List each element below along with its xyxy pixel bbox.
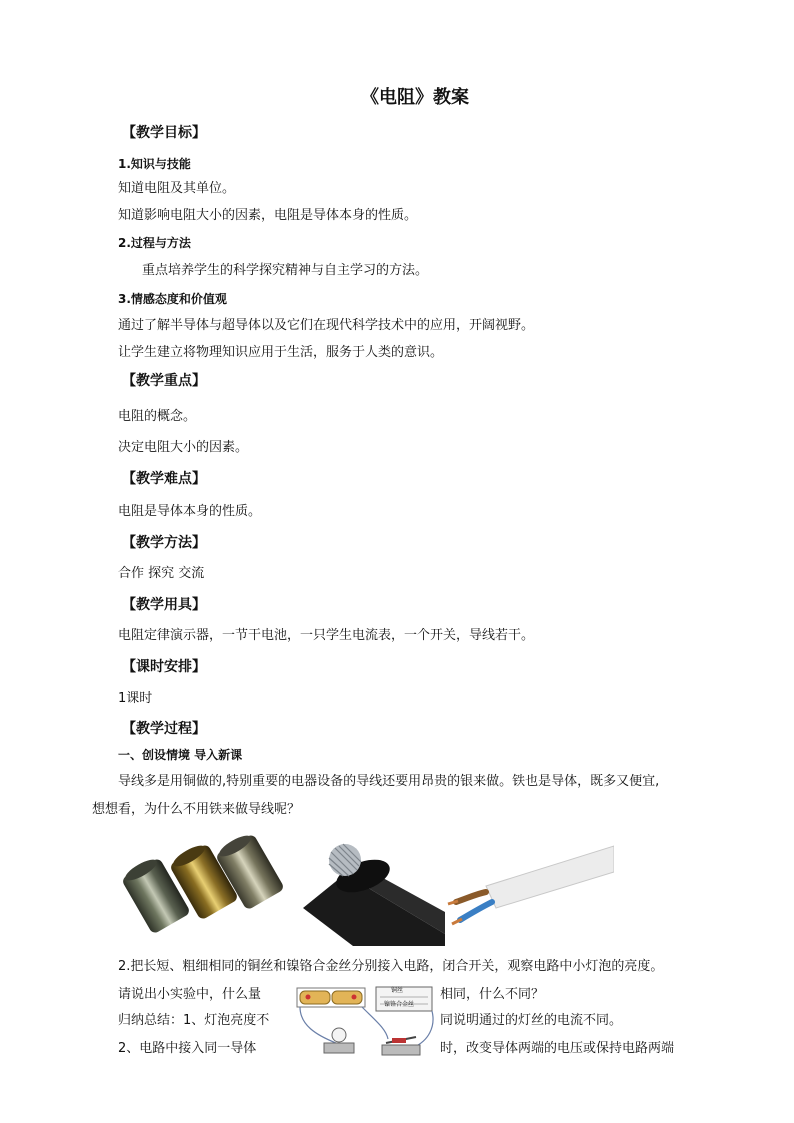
circuit-illustration <box>296 985 438 1063</box>
page-title: 《电阻》教案 <box>361 87 469 108</box>
goal-2-title: 2.过程与方法 <box>118 236 191 250</box>
section-heading-process: 【教学过程】 <box>122 721 206 737</box>
two-core-wire-photo <box>446 838 614 946</box>
question-line-left: 请说出小实验中，什么量 <box>118 987 262 1002</box>
summary-line-left: 归纳总结：1、灯泡亮度不 <box>118 1013 270 1028</box>
question-line-right: 相同，什么不同？ <box>440 987 545 1002</box>
line-2-right: 时，改变导体两端的电压或保持电路两端 <box>440 1041 675 1056</box>
section-heading-goals: 【教学目标】 <box>122 125 206 141</box>
goal-1-line-2: 知道影响电阻大小的因素，电阻是导体本身的性质。 <box>118 208 418 223</box>
summary-line-right: 同说明通过的灯丝的电流不同。 <box>440 1013 623 1028</box>
two-core-wire-illustration <box>446 838 614 946</box>
methods-line-1: 合作 探究 交流 <box>118 566 205 581</box>
section-heading-key-points: 【教学重点】 <box>122 373 206 389</box>
tools-line-1: 电阻定律演示器，一节干电池，一只学生电流表，一个开关，导线若干。 <box>118 628 535 643</box>
process-paragraph-1-line-2: 想想看，为什么不用铁来做导线呢？ <box>92 802 301 817</box>
goal-1-title: 1.知识与技能 <box>118 157 191 171</box>
section-heading-difficulties: 【教学难点】 <box>122 471 206 487</box>
metal-cylinders-photo <box>122 838 282 946</box>
circuit-board-label-top: 铜丝 <box>391 987 404 994</box>
nickel-cylinder-end <box>122 856 159 884</box>
section-heading-tools: 【教学用具】 <box>122 597 206 613</box>
cable-illustration <box>283 838 445 946</box>
goal-1-line-1: 知道电阻及其单位。 <box>118 181 236 196</box>
circuit-diagram <box>296 985 438 1063</box>
section-heading-methods: 【教学方法】 <box>122 535 206 551</box>
cable-photo <box>283 838 445 946</box>
process-paragraph-1-line-1: 导线多是用铜做的,特别重要的电器设备的导线还要用昂贵的银来做。铁也是导体，既多又便宜, <box>118 774 660 789</box>
difficulty-line-1: 电阻是导体本身的性质。 <box>118 504 262 519</box>
process-paragraph-2-line-1: 2.把长短、粗细相同的铜丝和镍铬合金丝分别接入电路，闭合开关，观察电路中小灯泡的亮度。 <box>118 959 664 974</box>
schedule-line-1: 1课时 <box>118 691 153 706</box>
section-heading-schedule: 【课时安排】 <box>122 659 206 675</box>
key-point-line-2: 决定电阻大小的因素。 <box>118 440 249 455</box>
goal-3-line-2: 让学生建立将物理知识应用于生活，服务于人类的意识。 <box>118 345 444 360</box>
process-step-1-title: 一、创设情境 导入新课 <box>118 748 243 762</box>
line-2-left: 2、电路中接入同一导体 <box>118 1041 257 1056</box>
brass-cylinder-end <box>170 842 207 870</box>
goal-3-line-1: 通过了解半导体与超导体以及它们在现代科学技术中的应用，开阔视野。 <box>118 318 535 333</box>
goal-3-title: 3.情感态度和价值观 <box>118 292 227 306</box>
steel-cylinder-end <box>216 832 253 860</box>
goal-2-line-1: 重点培养学生的科学探究精神与自主学习的方法。 <box>142 263 429 278</box>
key-point-line-1: 电阻的概念。 <box>118 409 197 424</box>
circuit-board-label-bottom: 镍铬合金丝 <box>384 1001 415 1008</box>
